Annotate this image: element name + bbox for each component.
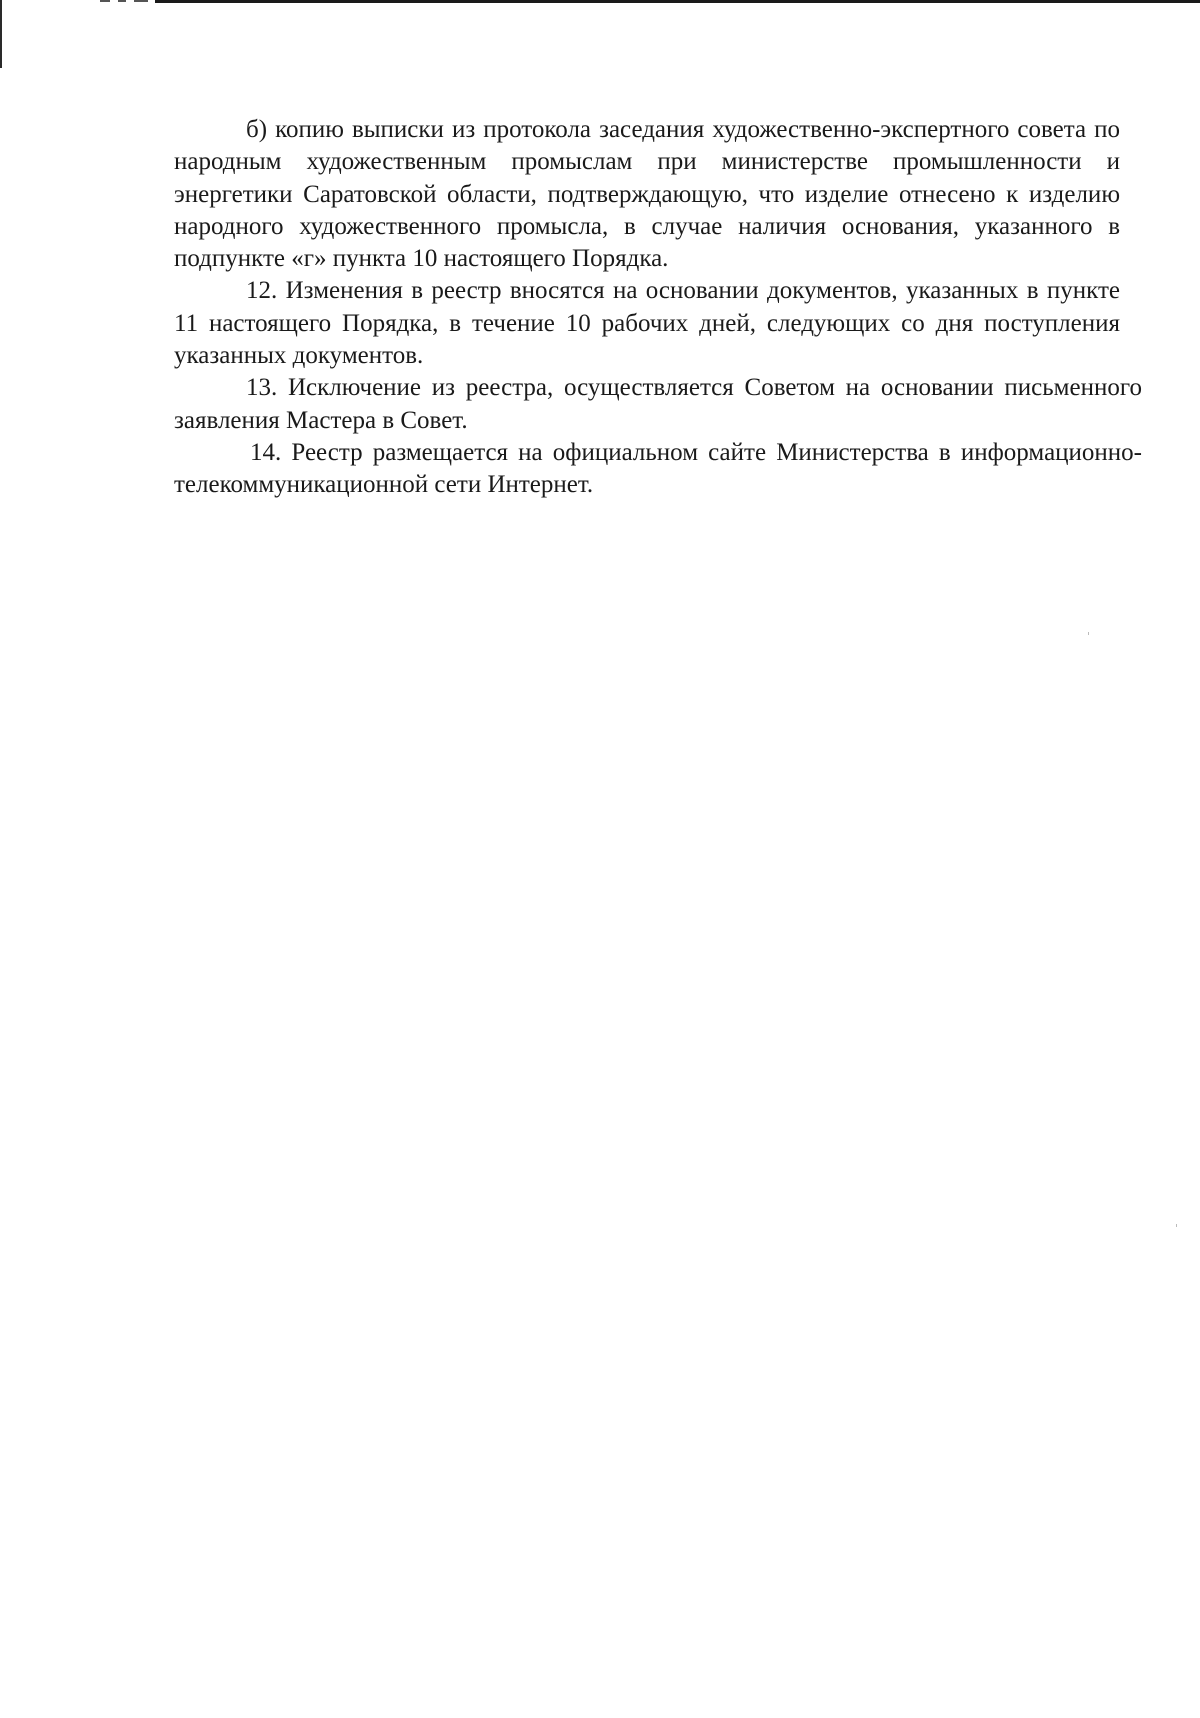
- scan-edge-top: [155, 0, 1200, 3]
- scan-edge-left: [0, 0, 2, 68]
- paragraph-item-b: б) копию выписки из протокола заседания художественно-экспертного совета по народным художественным промыслам при министерстве промышленности и энергетики Саратовской области, подтверждающую, что изделие отнесено к изделию народного художественного промысла, в случае наличия основания, указанного в подпункте «г» пункта 10 настоящего Порядка.: [174, 116, 1120, 273]
- paragraph-clause-12: 12. Изменения в реестр вносятся на основании документов, указанных в пункте 11 настоящего Порядка, в течение 10 рабочих дней, следующих со дня поступления указанных документов.: [174, 277, 1120, 370]
- paragraph-clause-14: 14. Реестр размещается на официальном сайте Министерства в информационно-телекоммуникационной сети Интернет.: [174, 438, 1142, 499]
- scan-speck: [1088, 632, 1089, 635]
- paragraph-clause-13: 13. Исключение из реестра, осуществляется Советом на основании письменного заявления Мастера в Совет.: [174, 374, 1142, 434]
- scan-mark: [100, 0, 110, 2]
- document-body: [174, 114, 1142, 502]
- scan-mark: [134, 0, 148, 2]
- scan-mark: [118, 0, 126, 2]
- scan-speck: [1176, 1224, 1177, 1227]
